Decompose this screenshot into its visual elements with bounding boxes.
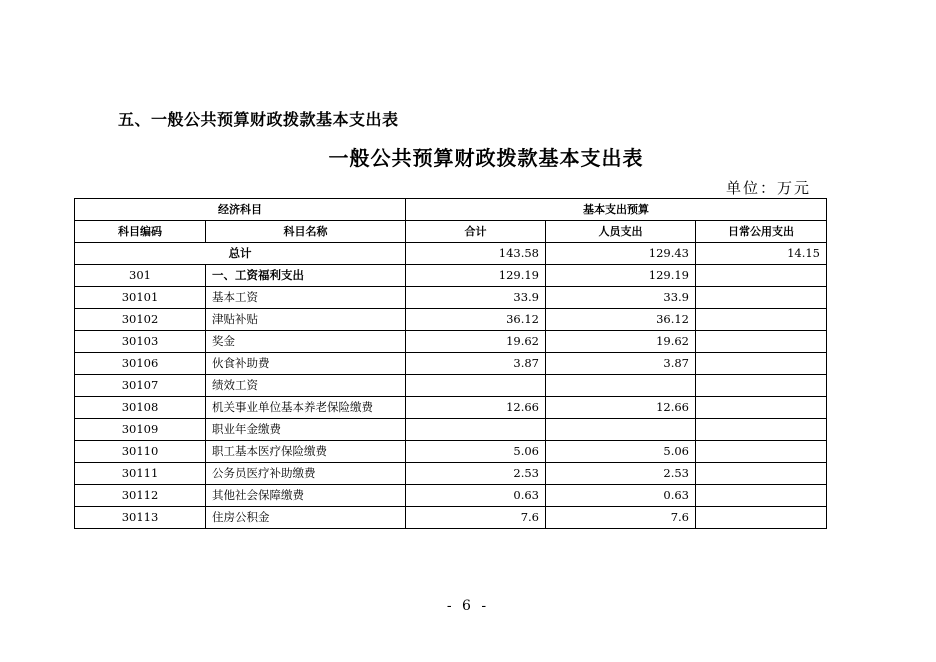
header-code: 科目编码 [75,221,206,243]
column-header-row [75,221,827,243]
row-daily [696,485,827,507]
row-daily [696,309,827,331]
row-code: 30107 [75,375,206,397]
row-daily [696,507,827,529]
row-code: 30101 [75,287,206,309]
row-total: 36.12 [406,309,546,331]
row-code: 30110 [75,441,206,463]
row-code: 30111 [75,463,206,485]
row-name: 基本工资 [206,287,406,309]
row-personnel [546,375,696,397]
row-code: 301 [75,265,206,287]
header-personnel: 人员支出 [546,221,696,243]
budget-table [74,198,827,529]
row-code: 30102 [75,309,206,331]
row-daily [696,287,827,309]
row-daily [696,331,827,353]
page-title: 一般公共预算财政拨款基本支出表 [328,146,644,170]
row-daily [696,353,827,375]
row-daily [696,419,827,441]
row-personnel: 0.63 [546,485,696,507]
row-total [406,419,546,441]
row-personnel: 33.9 [546,287,696,309]
row-personnel: 2.53 [546,463,696,485]
row-total: 2.53 [406,463,546,485]
header-name: 科目名称 [206,221,406,243]
table-row [75,331,827,353]
row-daily [696,441,827,463]
row-personnel: 7.6 [546,507,696,529]
row-daily [696,463,827,485]
page-number: - 6 - [446,598,490,614]
row-total: 3.87 [406,353,546,375]
row-name: 津贴补贴 [206,309,406,331]
row-personnel: 36.12 [546,309,696,331]
table-row [75,441,827,463]
row-code: 30103 [75,331,206,353]
row-name: 职业年金缴费 [206,419,406,441]
total-label: 总计 [75,243,406,265]
row-personnel [546,419,696,441]
table-row [75,507,827,529]
row-code: 30108 [75,397,206,419]
row-name: 绩效工资 [206,375,406,397]
row-daily [696,265,827,287]
row-name: 伙食补助费 [206,353,406,375]
total-daily: 14.15 [696,243,827,265]
table-row [75,419,827,441]
row-daily [696,397,827,419]
table-row [75,485,827,507]
table-row [75,397,827,419]
row-total: 33.9 [406,287,546,309]
row-name: 住房公积金 [206,507,406,529]
header-daily: 日常公用支出 [696,221,827,243]
row-total: 7.6 [406,507,546,529]
row-daily [696,375,827,397]
row-name: 一、工资福利支出 [206,265,406,287]
row-personnel: 129.19 [546,265,696,287]
unit-label: 单位：万元 [726,179,812,197]
total-row [75,243,827,265]
row-name: 公务员医疗补助缴费 [206,463,406,485]
row-name: 奖金 [206,331,406,353]
row-code: 30109 [75,419,206,441]
header-total: 合计 [406,221,546,243]
row-name: 其他社会保障缴费 [206,485,406,507]
row-code: 30112 [75,485,206,507]
row-personnel: 3.87 [546,353,696,375]
row-total: 0.63 [406,485,546,507]
header-budget: 基本支出预算 [406,199,827,221]
row-personnel: 12.66 [546,397,696,419]
section-title: 五、一般公共预算财政拨款基本支出表 [118,110,399,129]
row-total: 19.62 [406,331,546,353]
table-row [75,353,827,375]
row-name: 职工基本医疗保险缴费 [206,441,406,463]
table-row [75,265,827,287]
table-row [75,375,827,397]
row-code: 30106 [75,353,206,375]
row-total: 5.06 [406,441,546,463]
group-header-row [75,199,827,221]
table-row [75,463,827,485]
total-total: 143.58 [406,243,546,265]
table-row [75,287,827,309]
row-personnel: 5.06 [546,441,696,463]
row-total: 129.19 [406,265,546,287]
total-personnel: 129.43 [546,243,696,265]
header-economic: 经济科目 [75,199,406,221]
row-name: 机关事业单位基本养老保险缴费 [206,397,406,419]
row-personnel: 19.62 [546,331,696,353]
row-code: 30113 [75,507,206,529]
row-total [406,375,546,397]
row-total: 12.66 [406,397,546,419]
table-row [75,309,827,331]
